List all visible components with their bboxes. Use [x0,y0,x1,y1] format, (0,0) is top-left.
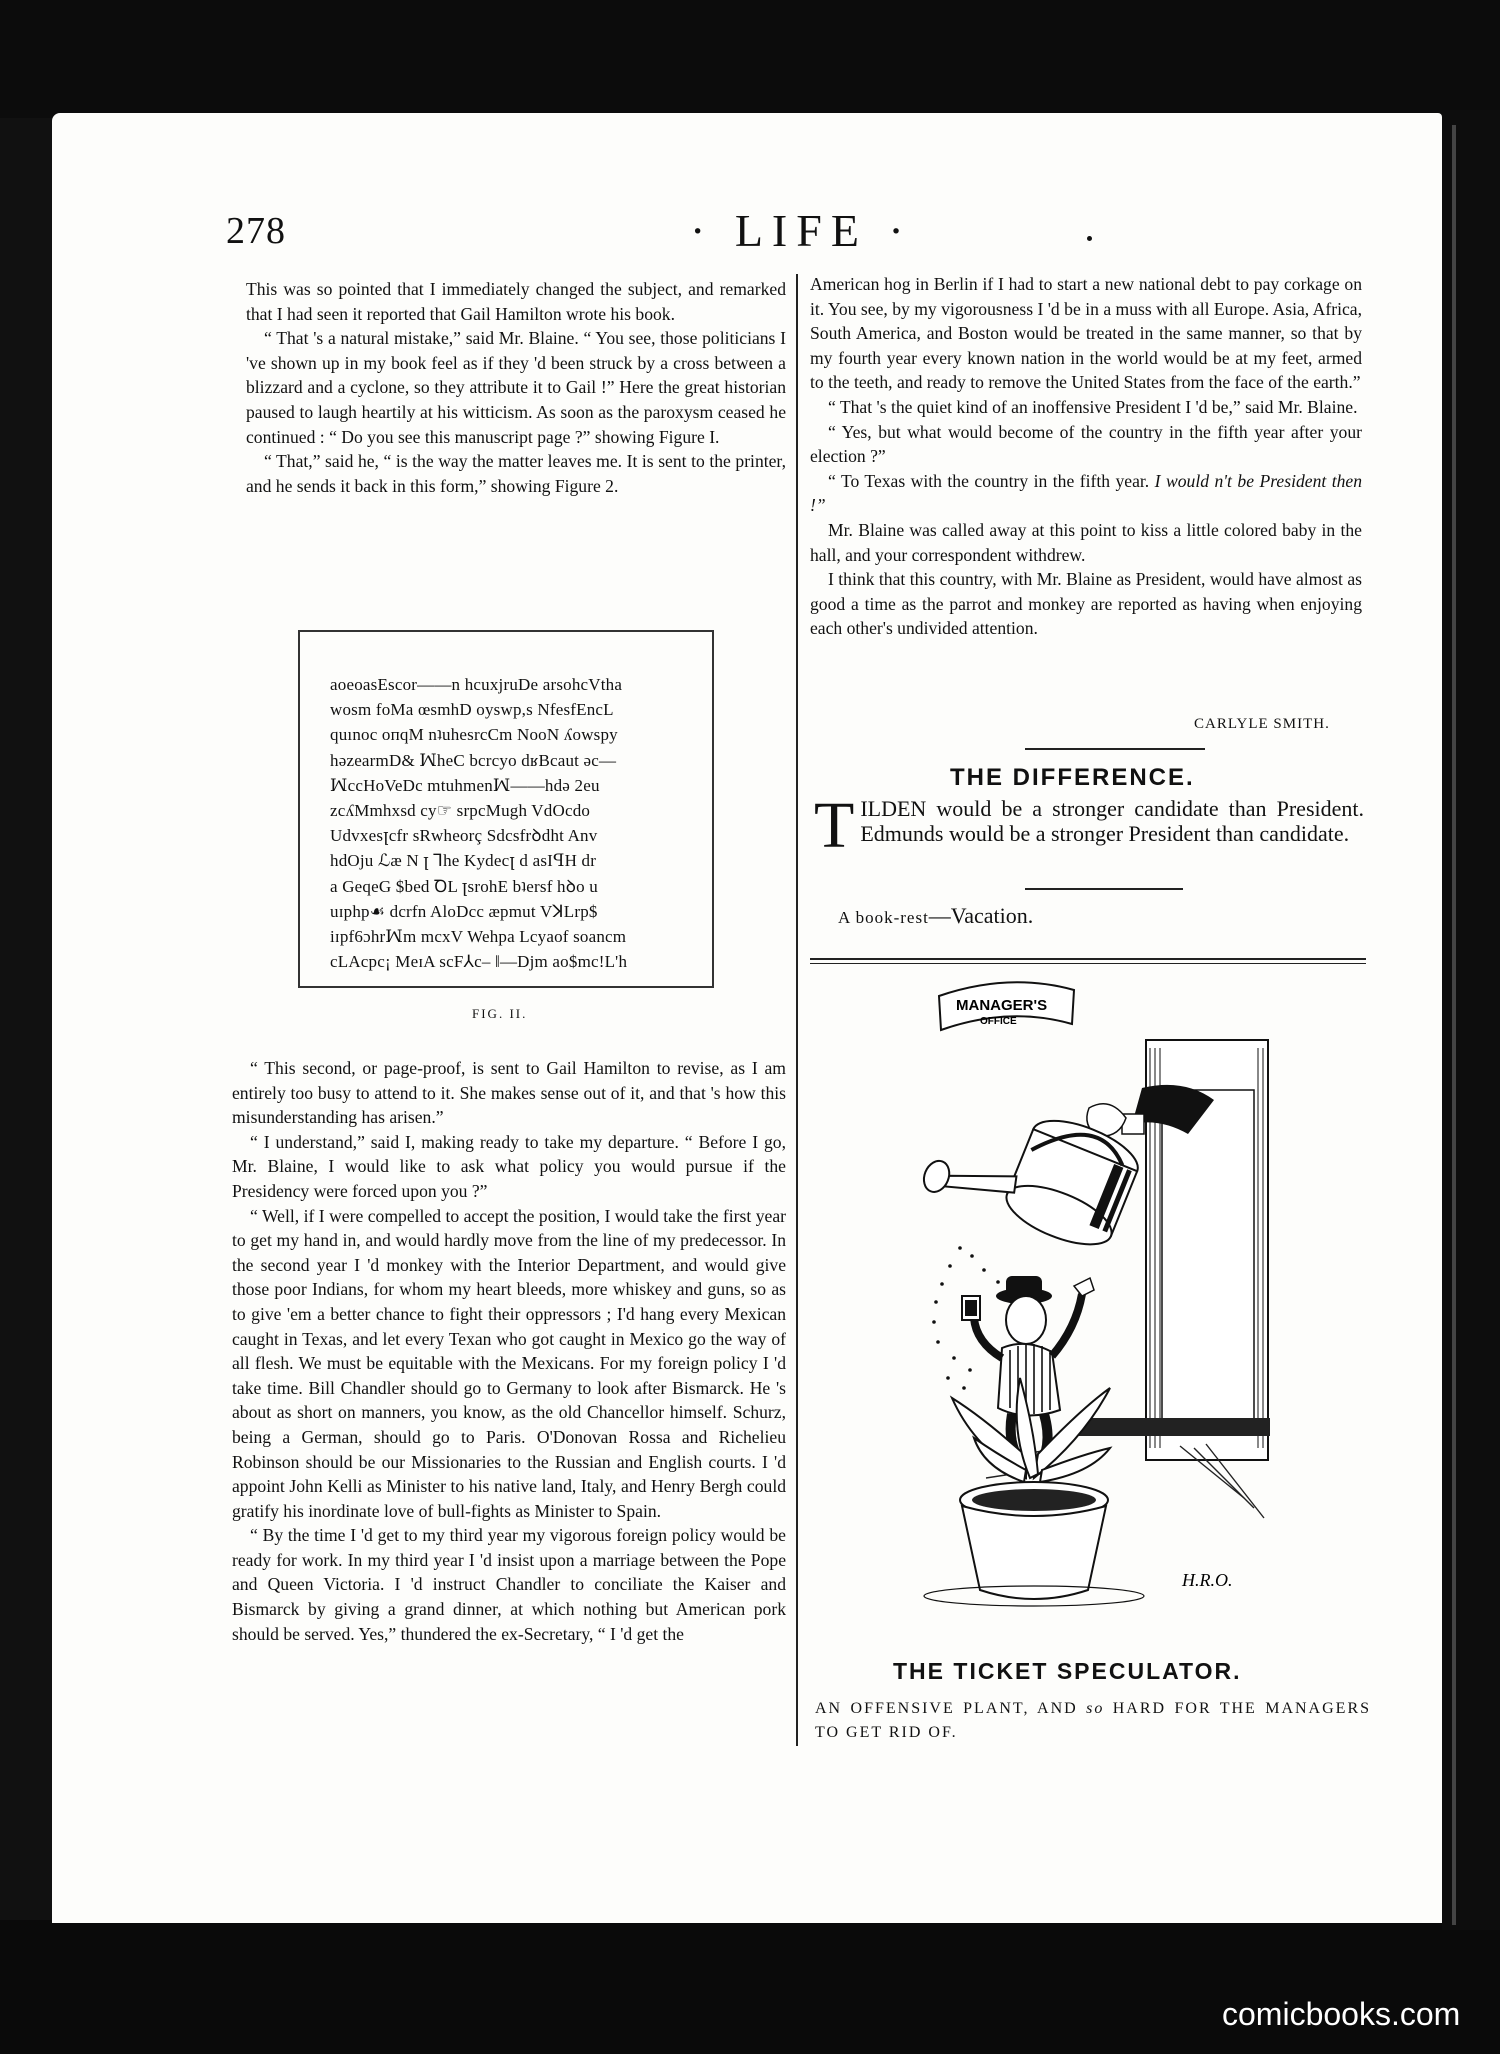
figure-line: cLAcpc¡ MeɪA scF⅄c– ‖—Djm ao$mc!L'h [330,952,628,972]
figure-line: həzearmD& ꟽheC bcrcyo dʁBcaut əc— [330,750,617,770]
figure-garbled-text [330,672,627,974]
cartoon-caption-lead: AN OFFENSIVE PLANT, AND [815,1700,1078,1717]
figure-caption: FIG. II. [472,1006,528,1021]
figure-line: quınoc oпqM nʇuhesrcCm NooN ʎowspy [330,725,618,745]
author-signature: CARLYLE SMITH. [1194,716,1330,732]
scan-border-top [0,0,1500,118]
article-right-top [810,272,1362,641]
article-paragraph: I think that this country, with Mr. Blaine as President, would have almost as good a time as the parrot and monkey are reported as having when enjoying each other's undivided attention. [810,569,1362,639]
sign-line-2: OFFICE [980,1016,1017,1027]
book-rest-prefix: A book-rest [838,908,929,927]
article-paragraph: “ Yes, but what would become of the country in the fifth year after your election ?” [810,421,1362,467]
figure-line: iɪpf6ɔhrꟽm mcxV Wehpa Lcyaof soancm [330,927,627,947]
pot-soil [972,1489,1096,1511]
article-paragraph: This was so pointed that I immediately changed the subject, and remarked that I had seen it reported that Gail Hamilton wrote his book. [246,279,786,324]
cartoon-caption-tail: HARD FOR THE MANAGERS TO GET RID OF. [815,1700,1372,1741]
scan-border-bottom [0,1920,1500,2054]
article-left-bottom [232,1056,786,1646]
difference-title: THE DIFFERENCE. [950,764,1195,791]
article-text: “ To Texas with the country in the fifth year. [828,470,1150,491]
figure-line: Udvxesꞁcfr sRwheorç Sdcsfrꝺdht Anv [330,826,598,846]
figure-line: wosm foMa œsmhD oyswp,s NfesfEncL [330,700,614,720]
article-paragraph: “ That 's the quiet kind of an inoffensive President I 'd be,” said Mr. Blaine. [828,396,1358,417]
article-paragraph: American hog in Berlin if I had to start a new national debt to pay corkage on it. You see, by my vigorousness I 'd be in a muss with all Europe. Asia, Africa, South America, and Boston would be treated in the same manner, so that by my fourth year every known nation in the world would be at my feet, armed to the teeth, and ready to remove the United States from the face of the earth.” [810,274,1362,393]
section-divider [1025,748,1205,750]
watermark-text: comicbooks.com [1222,1996,1461,2032]
figure-line: ꟽccHoVeDc mtuhmenꟽ——hdə 2eu [330,775,600,795]
article-italic-text: I would n't be President then !” [810,470,1363,516]
book-rest-joke [838,903,1033,929]
article-paragraph: “ This second, or page-proof, is sent to Gail Hamilton to revise, as I am entirely too busy to attend to it. She makes sense out of it, and that 's how this misunderstanding has arisen.” [232,1058,786,1128]
figure-line: aoeoasEscor——n hcuxjruDe arsohcVtha [330,675,623,694]
spine-edge [1452,125,1456,1925]
article-paragraph: Mr. Blaine was called away at this point to kiss a little colored baby in the hall, and your correspondent withdrew. [810,519,1362,565]
article-paragraph: “ That 's a natural mistake,” said Mr. Blaine. “ You see, those politicians I 've shown up in my book feel as if they 'd been struck by a cross between a blizzard and a cyclone, so they attribute it to Gail !” Here the great historian paused to laugh heartily at his witticism. As soon as the paroxysm ceased he continued : “ Do you see this manuscript page ?” showing Figure I. [246,328,786,447]
baseboard [1074,1418,1270,1436]
cartoon-caption [815,1697,1371,1745]
article-paragraph [810,469,1362,518]
article-paragraph: “ By the time I 'd get to my third year my vigorous foreign policy would be ready for work. In my third year I 'd insist upon a marriage between the Pope and Queen Victoria. I 'd instruct Chandler to conciliate the Kaiser and Bismarck by giving a grand dinner, at which nothing but American pork should be served. Yes,” thundered the ex-Secretary, “ I 'd get the [232,1525,786,1644]
figure-line: hdOju ℒæ N ꞁ ⅂he Kydecꞁ d asIꟼH dr [330,851,597,871]
double-rule-bottom [810,963,1366,964]
book-rest-suffix: —Vacation. [928,903,1034,928]
difference-body [814,789,1364,862]
sign-line-1: MANAGER'S [956,997,1048,1014]
section-divider [1025,888,1183,890]
cartoon-caption-italic: so [1086,1700,1105,1717]
article-paragraph: “ Well, if I were compelled to accept the position, I would take the first year to get my hand in, and would hardly move from the line of my predecessor. In the second year I 'd monkey with the Interior Department, and would give those poor Indians, for whom my heart bleeds, more whiskey and guns, so as to give 'em a better chance to fight their oppressors ; I'd hang every Mexican caught in Texas, and let every Texan who got caught in Mexico go the way of all flesh. We must be equitable with the Mexicans. For my foreign policy I 'd take time. Bill Chandler should go to Germany to look after Bismarck. He 's about as short on manners, you know, as the old Chancellor himself. Schurz, being a German, should go to Paris. O'Donovan Rossa and Richelieu Robinson should be our Missionaries to the Russian and English courts. I 'd appoint John Kelli as Minister to his native land, Italy, and Henry Bergh could gratify his inordinate love of bull-fights as Minister to Spain. [232,1205,786,1521]
article-paragraph: “ I understand,” said I, making ready to take my departure. “ Before I go, Mr. Blaine, I would like to ask what policy you would pursue if the Presidency were forced upon you ?” [232,1131,786,1201]
flower-pot [962,1506,1106,1599]
figure-two-box [298,630,714,988]
figure-line: uɪphp☙ dcrfn AloDcc æpmut VꓘLrp$ [330,901,598,921]
difference-text: ILDEN would be a stronger candidate than President. Edmunds would be a stronger President than candidate. [860,796,1364,846]
article-left-top [246,277,786,498]
cartoon-title: THE TICKET SPECULATOR. [893,1658,1242,1684]
masthead-title: · LIFE · [690,205,913,256]
drop-cap: T [814,789,855,862]
double-rule-top [810,958,1366,960]
column-rule [796,274,798,1746]
figure-line: zcʎMmhxsd cy☞ srpcMugh VdOcdo [330,801,591,821]
artist-initials: H.R.O. [1182,1570,1233,1590]
scan-spine [1442,110,1500,1930]
article-paragraph: “ That,” said he, “ is the way the matter leaves me. It is sent to the printer, and he sends it back in this form,” showing Figure 2. [246,451,786,496]
figure-line: a GeqeG $bed ꝹL ꞁsrohE bʇersf hꝺo u [330,876,598,896]
header-dot [1087,236,1092,241]
page-number: 278 [226,210,286,252]
ticket-speculator-cartoon [914,978,1274,1618]
